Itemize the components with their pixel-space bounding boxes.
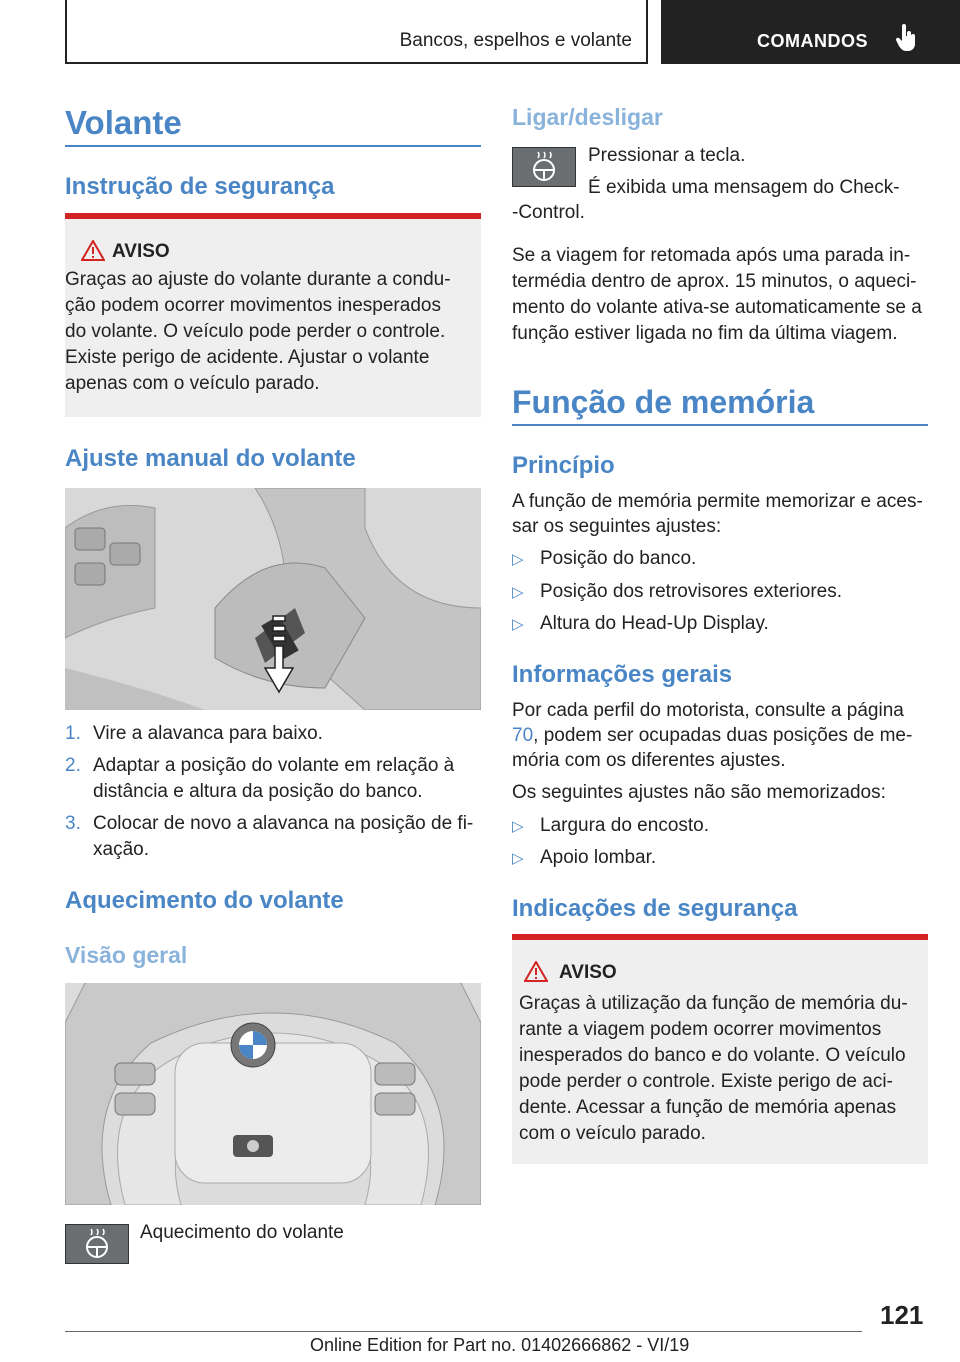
page-title: Volante bbox=[65, 104, 182, 141]
footer-edition: Online Edition for Part no. 01402666862 - VI/19 bbox=[310, 1335, 690, 1355]
paragraph-text: , podem ser ocupadas duas posições de me- bbox=[533, 725, 913, 746]
list-item bbox=[512, 579, 842, 605]
list-item bbox=[512, 611, 769, 637]
warning-line: apenas com o veículo parado. bbox=[65, 373, 320, 394]
list-item-text: Posição do banco. bbox=[540, 548, 697, 569]
header-section-box bbox=[65, 0, 648, 64]
paragraph-line: Por cada perfil do motorista, consulte a página bbox=[512, 700, 904, 721]
warning-line: dente. Acessar a função de memória apenas bbox=[519, 1097, 897, 1118]
warning-box bbox=[512, 940, 928, 1164]
overview-heading: Visão geral bbox=[65, 942, 188, 968]
step-text: Vire a alavanca para baixo. bbox=[93, 723, 323, 744]
warning-triangle-icon bbox=[81, 240, 105, 261]
step-text: Adaptar a posição do volante em relação à bbox=[93, 755, 455, 776]
heated-wheel-icon bbox=[513, 148, 575, 186]
heated-wheel-icon bbox=[66, 1225, 128, 1263]
steering-lever-illustration bbox=[65, 488, 481, 710]
step-text: Colocar de novo a alavanca na posição de fi- bbox=[93, 813, 474, 834]
warning-box bbox=[65, 219, 481, 417]
heating-heading: Aquecimento do volante bbox=[65, 887, 344, 914]
warning-line: inesperados do banco e do volante. O veículo bbox=[519, 1045, 906, 1066]
warning-line: ção podem ocorrer movimentos inesperados bbox=[65, 295, 441, 316]
paragraph-line: A função de memória permite memorizar e aces- bbox=[512, 491, 923, 512]
paragraph-line: mória com os diferentes ajustes. bbox=[512, 750, 786, 771]
footer-rule bbox=[65, 1331, 862, 1332]
triangle-bullet-icon: ▷ bbox=[512, 551, 524, 568]
steering-wheel-illustration bbox=[65, 983, 481, 1205]
heating-button-icon bbox=[512, 147, 576, 187]
heating-caption: Aquecimento do volante bbox=[140, 1222, 344, 1243]
page-link[interactable]: 70 bbox=[512, 725, 534, 746]
paragraph-line: função estiver ligada no fim da última viagem. bbox=[512, 323, 898, 344]
paragraph-line: termédia dentro de aprox. 15 minutos, o aqueci- bbox=[512, 271, 917, 292]
title-rule bbox=[512, 424, 928, 426]
header-chapter-label: COMANDOS bbox=[757, 31, 868, 51]
onoff-line: Pressionar a tecla. bbox=[588, 145, 746, 166]
list-item bbox=[65, 753, 454, 778]
onoff-line: -Control. bbox=[512, 202, 585, 223]
list-item-text: Altura do Head-Up Display. bbox=[540, 613, 769, 634]
warning-line: pode perder o controle. Existe perigo de aci- bbox=[519, 1071, 893, 1092]
manual-adjust-heading: Ajuste manual do volante bbox=[65, 445, 356, 472]
warning-line: Graças ao ajuste do volante durante a condu- bbox=[65, 269, 451, 290]
triangle-bullet-icon: ▷ bbox=[512, 818, 524, 835]
step-number: 2. bbox=[65, 755, 81, 776]
list-item-text: Posição dos retrovisores exteriores. bbox=[540, 581, 843, 602]
paragraph-line bbox=[512, 723, 912, 748]
triangle-bullet-icon: ▷ bbox=[512, 850, 524, 867]
list-item bbox=[65, 811, 473, 836]
warning-line: com o veículo parado. bbox=[519, 1123, 706, 1144]
warning-line: Existe perigo de acidente. Ajustar o volante bbox=[65, 347, 430, 368]
list-item bbox=[512, 813, 709, 839]
principle-heading: Princípio bbox=[512, 452, 615, 479]
step-number: 1. bbox=[65, 723, 81, 744]
paragraph-line: Os seguintes ajustes não são memorizados: bbox=[512, 782, 886, 803]
list-item bbox=[512, 546, 696, 572]
header-section-title: Bancos, espelhos e volante bbox=[399, 30, 632, 51]
warning-label: AVISO bbox=[112, 241, 170, 262]
onoff-heading: Ligar/desligar bbox=[512, 104, 663, 130]
paragraph-line: mento do volante ativa-se automaticamente se a bbox=[512, 297, 922, 318]
list-item-text: Largura do encosto. bbox=[540, 815, 710, 836]
safety-notes-heading: Indicações de segurança bbox=[512, 895, 798, 922]
warning-line: rante a viagem podem ocorrer movimentos bbox=[519, 1019, 882, 1040]
onoff-line: É exibida uma mensagem do Check- bbox=[588, 177, 900, 198]
memory-title: Função de memória bbox=[512, 384, 815, 420]
triangle-bullet-icon: ▷ bbox=[512, 616, 524, 633]
warning-line: do volante. O veículo pode perder o controle. bbox=[65, 321, 446, 342]
warning-triangle-icon bbox=[524, 961, 548, 982]
page-number: 121 bbox=[880, 1300, 924, 1330]
paragraph-line: Se a viagem for retomada após uma parada in- bbox=[512, 245, 911, 266]
list-item bbox=[512, 845, 656, 871]
warning-line: Graças à utilização da função de memória du- bbox=[519, 993, 908, 1014]
heating-button-icon bbox=[65, 1224, 129, 1264]
step-text: xação. bbox=[93, 839, 149, 860]
title-rule bbox=[65, 145, 481, 147]
list-item-text: Apoio lombar. bbox=[540, 847, 657, 868]
header-chapter-tab[interactable] bbox=[661, 0, 960, 64]
warning-label: AVISO bbox=[559, 962, 617, 983]
paragraph-line: sar os seguintes ajustes: bbox=[512, 516, 722, 537]
triangle-bullet-icon: ▷ bbox=[512, 584, 524, 601]
safety-heading: Instrução de segurança bbox=[65, 173, 335, 200]
general-heading: Informações gerais bbox=[512, 661, 733, 688]
pointing-hand-icon bbox=[896, 24, 916, 52]
step-text: distância e altura da posição do banco. bbox=[93, 781, 423, 802]
list-item bbox=[65, 721, 323, 746]
step-number: 3. bbox=[65, 813, 81, 834]
